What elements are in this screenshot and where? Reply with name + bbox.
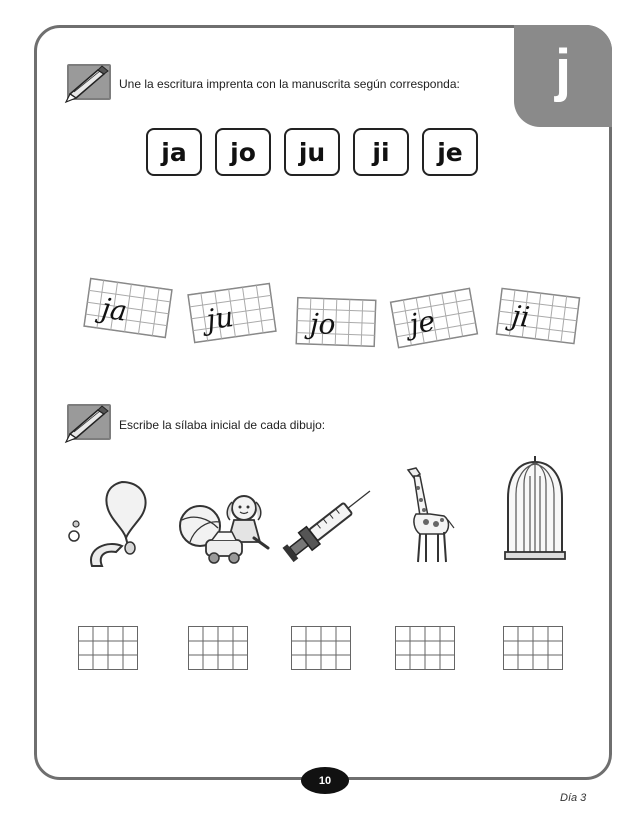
letter-tab [514, 25, 612, 127]
print-syllable-box[interactable]: ju [284, 128, 340, 176]
cursive-card[interactable] [295, 297, 377, 348]
writing-grid[interactable] [503, 626, 563, 670]
instruction-2: Escribe la sílaba inicial de cada dibujo: [119, 418, 326, 432]
print-syllable-box[interactable]: ja [146, 128, 202, 176]
cursive-card[interactable] [495, 287, 580, 344]
cursive-syllable: jo [309, 307, 337, 341]
pencil-icon [64, 402, 114, 444]
toys-icon [176, 490, 272, 566]
day-label: Día 3 [560, 792, 587, 804]
cursive-syllable: ja [99, 291, 130, 328]
cage-icon [500, 454, 570, 562]
writing-grid[interactable] [78, 626, 138, 670]
print-syllable-box[interactable]: jo [215, 128, 271, 176]
syringe-icon [281, 478, 377, 568]
jewelry-icon [64, 478, 164, 574]
instruction-1: Une la escritura imprenta con la manuscrita según corresponda: [119, 77, 460, 91]
cursive-syllable: ji [509, 298, 532, 334]
pencil-icon [64, 62, 114, 104]
writing-grid[interactable] [291, 626, 351, 670]
cursive-syllable: je [406, 304, 438, 342]
print-syllable-box[interactable]: ji [353, 128, 409, 176]
giraffe-icon [394, 464, 458, 570]
tab-letter: j [554, 38, 572, 103]
print-syllable-box[interactable]: je [422, 128, 478, 176]
page-number: 10 [301, 767, 349, 794]
cursive-syllable: ju [204, 300, 236, 337]
writing-grid[interactable] [188, 626, 248, 670]
writing-grid[interactable] [395, 626, 455, 670]
